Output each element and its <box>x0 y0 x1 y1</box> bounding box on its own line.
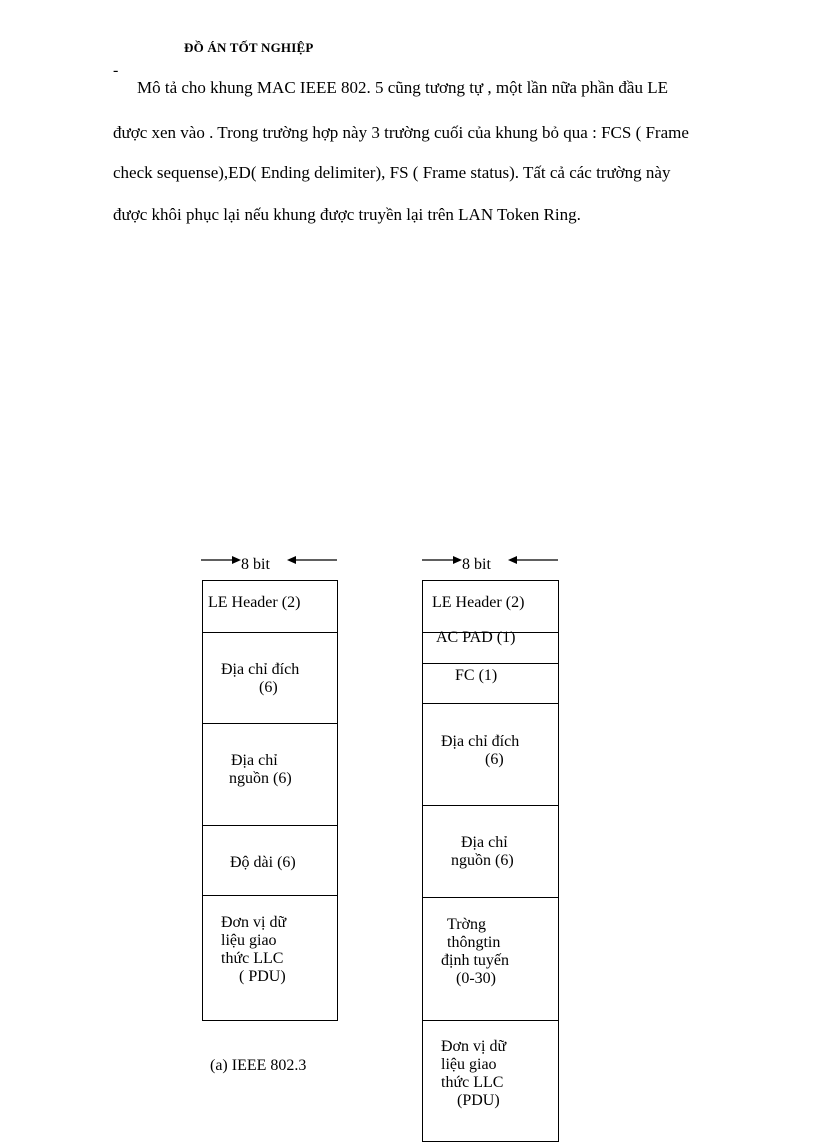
frame-a-field-dest-address <box>203 632 337 724</box>
field-label: (0-30) <box>456 970 496 987</box>
frame-a-field-le-header <box>203 581 337 632</box>
field-label: LE Header (2) <box>208 594 301 611</box>
field-label: Địa chỉ đích <box>221 661 300 678</box>
bit-width-arrow-left-b <box>422 554 462 566</box>
field-label: Độ dài (6) <box>230 854 296 871</box>
bit-width-arrow-right-a <box>287 554 337 566</box>
field-label: nguồn (6) <box>229 770 292 787</box>
frame-a-field-source-address <box>203 723 337 826</box>
frame-b-field-dest-address <box>423 703 558 806</box>
frame-b-field-source-address <box>423 805 558 898</box>
bit-width-arrow-left-a <box>201 554 241 566</box>
field-label: (6) <box>259 679 278 696</box>
field-label: Địa chỉ <box>231 752 278 769</box>
frame-b-field-le-header <box>423 581 558 632</box>
frame-a-caption: (a) IEEE 802.3 <box>210 1057 307 1074</box>
field-label: định tuyến <box>441 952 509 969</box>
bit-width-label-b: 8 bit <box>462 556 491 573</box>
page-header-title: ĐỒ ÁN TỐT NGHIỆP <box>184 40 314 55</box>
paragraph-line: Mô tả cho khung MAC IEEE 802. 5 cũng tương tự , một lần nữa phần đầu LE <box>137 78 668 97</box>
dash-marker: - <box>113 62 119 79</box>
frame-b-field-fc <box>423 663 558 704</box>
field-label: Trờng <box>447 916 486 933</box>
field-label: liệu giao <box>441 1056 497 1073</box>
bit-width-label-a: 8 bit <box>241 556 270 573</box>
paragraph-line: được khôi phục lại nếu khung được truyền lại trên LAN Token Ring. <box>113 205 581 224</box>
field-label: (PDU) <box>457 1092 500 1109</box>
frame-b-field-routing-info <box>423 897 558 1021</box>
field-label: thức LLC <box>441 1074 504 1091</box>
field-label: Đơn vị dữ <box>221 914 287 931</box>
field-label: ( PDU) <box>239 968 286 985</box>
frame-ieee-802-5 <box>422 580 559 1142</box>
field-label: (6) <box>485 751 504 768</box>
frame-a-field-llc-pdu <box>203 895 337 1020</box>
paragraph-line: check sequense),ED( Ending delimiter), FS ( Frame status). Tất cả các trường này <box>113 163 671 182</box>
field-label: liệu giao <box>221 932 277 949</box>
bit-width-arrow-right-b <box>508 554 558 566</box>
frame-ieee-802-3 <box>202 580 338 1021</box>
field-label: thôngtin <box>447 934 501 951</box>
frame-b-field-ac-pad <box>423 629 558 664</box>
paragraph-line: được xen vào . Trong trường hợp này 3 trường cuối của khung bỏ qua : FCS ( Frame <box>113 123 689 142</box>
field-label: Địa chỉ <box>461 834 508 851</box>
field-label: FC (1) <box>455 667 498 684</box>
field-label: Đơn vị dữ <box>441 1038 507 1055</box>
field-label: nguồn (6) <box>451 852 514 869</box>
field-label: LE Header (2) <box>432 594 525 611</box>
field-label: thức LLC <box>221 950 284 967</box>
field-label: Địa chỉ đích <box>441 733 520 750</box>
frame-a-field-length <box>203 825 337 896</box>
field-label: AC PAD (1) <box>436 629 516 646</box>
